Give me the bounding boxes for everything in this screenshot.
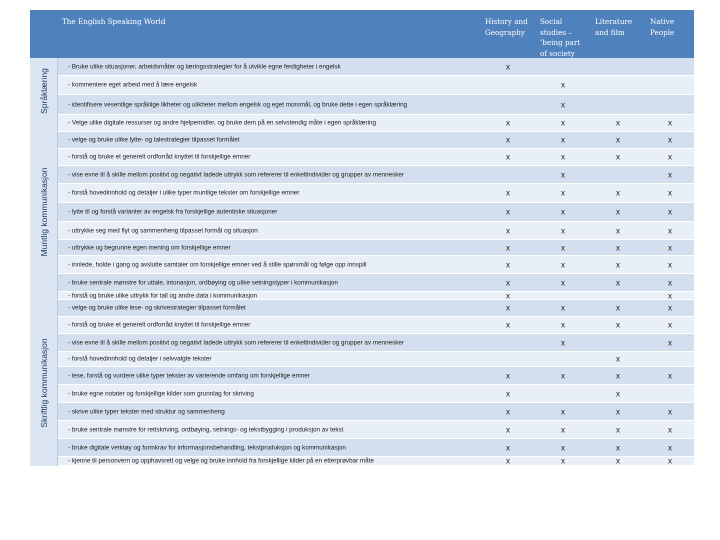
table-row	[58, 439, 694, 457]
subject-mark: x	[506, 456, 510, 466]
subject-mark: x	[616, 389, 620, 398]
subject-mark: x	[561, 118, 565, 128]
subject-mark: x	[506, 407, 510, 416]
competence-aim-text: - identifisere vesentlige språklige likheter og ulikheter mellom engelsk og eget morsmål, og bruke dette i egen språklæring	[68, 101, 408, 108]
table-row	[58, 149, 694, 166]
subject-mark: x	[561, 188, 565, 198]
table-row	[58, 317, 694, 334]
subject-mark: x	[506, 207, 510, 217]
subject-mark: x	[561, 407, 565, 416]
subject-mark: x	[506, 135, 510, 145]
subject-mark: x	[561, 371, 565, 380]
section-label-spraklaering: Språklæring	[38, 68, 49, 114]
subject-mark: x	[506, 188, 510, 198]
subject-mark: x	[506, 389, 510, 398]
subject-mark: x	[506, 260, 510, 269]
subject-mark: x	[668, 118, 672, 128]
table-title: The English Speaking World	[62, 17, 166, 26]
table-row	[58, 58, 694, 76]
subject-mark: x	[668, 152, 672, 162]
subject-mark: x	[506, 118, 510, 128]
competence-aim-text: - Velge ulike digitale ressurser og andre hjelpemidler, og bruke dem på en selvstendig måte i egen språklæring	[68, 119, 377, 127]
curriculum-grid	[30, 10, 694, 466]
subject-mark: x	[668, 135, 672, 145]
subject-mark: x	[668, 170, 672, 179]
table-row	[58, 421, 694, 439]
subject-mark: x	[616, 207, 620, 217]
table-row	[58, 352, 694, 367]
subject-mark: x	[616, 456, 620, 466]
subject-mark: x	[668, 303, 672, 313]
competence-aim-text: - innlede, holde i gang og avslutte samtaler om forskjellige emner ved å stille spørsmål og følge opp innspill	[68, 261, 367, 268]
subject-mark: x	[561, 226, 565, 235]
table-row	[58, 256, 694, 274]
table-row	[58, 95, 694, 115]
column-header-literature-film: Literature and film	[591, 10, 646, 58]
section-muntlig	[30, 124, 58, 300]
subject-mark: x	[561, 338, 565, 347]
competence-aim-text: - kommentere eget arbeid med å lære engelsk	[68, 81, 198, 89]
table-row	[58, 222, 694, 240]
subject-mark: x	[561, 80, 565, 90]
subject-mark: x	[561, 303, 565, 313]
competence-aim-text: - Bruke ulike situasjoner, arbeidsmåter og læringsstrategier for å utvikle egne ferdigheter i engelsk	[68, 63, 341, 70]
subject-mark: x	[616, 320, 620, 330]
subject-mark: x	[506, 62, 510, 71]
competence-aim-text: - bruke digitale verktøy og formkrav for informasjonsbehandling, tekstproduksjon og kommunikasjon	[68, 444, 346, 451]
subject-mark: x	[616, 118, 620, 128]
competence-aim-text: - forstå og bruke ulike uttrykk for tall og andre data i kommunikasjon	[68, 292, 257, 299]
subject-mark: x	[506, 152, 510, 162]
column-header-social-studies: Social studies – ’being part of society	[536, 10, 591, 58]
section-skriftlig	[30, 300, 58, 466]
subject-mark: x	[506, 278, 510, 287]
subject-mark: x	[668, 456, 672, 466]
table-row	[58, 132, 694, 149]
subject-mark: x	[561, 320, 565, 330]
subject-mark: x	[668, 443, 672, 452]
subject-mark: x	[668, 207, 672, 217]
subject-mark: x	[616, 425, 620, 434]
competence-aim-text: - kjenne til personvern og opphavsrett og velge og bruke innhold fra forskjellige kilder på en etterprøvbar måte	[68, 457, 374, 465]
table-row	[58, 240, 694, 256]
subject-mark: x	[616, 407, 620, 416]
subject-mark: x	[561, 243, 565, 252]
competence-aim-text: - forstå og bruke et generelt ordforråd knyttet til forskjellige emner	[68, 321, 251, 329]
subject-mark: x	[668, 260, 672, 269]
subject-mark: x	[616, 135, 620, 145]
subject-mark: x	[506, 320, 510, 330]
table-row	[58, 334, 694, 352]
subject-mark: x	[668, 338, 672, 347]
competence-aim-text: - forstå og bruke et generelt ordforråd knyttet til forskjellige emner	[68, 153, 251, 161]
subject-mark: x	[616, 278, 620, 287]
subject-mark: x	[506, 371, 510, 380]
table-row	[58, 292, 694, 300]
competence-aim-text: - skrive ulike typer tekster med struktur og sammenheng	[68, 408, 225, 415]
section-label-skriftlig-kommunikasjon: Skriftlig kommunikasjon	[38, 338, 49, 428]
subject-mark: x	[668, 278, 672, 287]
column-header-history-geography: History and Geography	[481, 10, 536, 58]
competence-aim-text: - vise evne til å skille mellom positivt og negativt ladede uttrykk som refererer til enkeltindivider og grupper av mennesker	[68, 339, 404, 346]
competence-aim-text: - velge og bruke ulike lytte- og talestrategier tilpasset formålet	[68, 136, 240, 144]
subject-mark: x	[506, 425, 510, 434]
subject-mark: x	[668, 371, 672, 380]
subject-mark: x	[616, 443, 620, 452]
column-header-native-people: Native People	[646, 10, 694, 58]
competence-aim-text: - lytte til og forstå varianter av engelsk fra forskjellige autentiske situasjoner	[68, 208, 278, 216]
subject-mark: x	[616, 260, 620, 269]
subject-mark: x	[668, 188, 672, 198]
section-sprak	[30, 58, 58, 124]
subject-mark: x	[561, 278, 565, 287]
header-corner	[30, 10, 58, 58]
subject-mark: x	[561, 170, 565, 179]
subject-mark: x	[616, 371, 620, 380]
table-row	[58, 457, 694, 466]
table-row	[58, 76, 694, 95]
subject-mark: x	[668, 407, 672, 416]
table-row	[58, 166, 694, 184]
subject-mark: x	[506, 226, 510, 235]
section-label-muntlig-kommunikasjon: Muntlig kommunikasjon	[38, 167, 49, 257]
subject-mark: x	[506, 291, 510, 300]
subject-mark: x	[561, 425, 565, 434]
subject-mark: x	[616, 188, 620, 198]
subject-mark: x	[616, 243, 620, 252]
competence-aim-text: - bruke sentrale mønstre for uttale, intonasjon, ordbøying og ulike setningstyper i kommunikasjon	[68, 279, 338, 286]
subject-mark: x	[616, 303, 620, 313]
competence-aim-text: - bruke sentrale mønstre for rettskriving, ordbøying, setnings- og tekstbygging i produksjon av tekst	[68, 426, 344, 433]
subject-mark: x	[616, 152, 620, 162]
subject-mark: x	[668, 226, 672, 235]
competence-aim-text: - lese, forstå og vurdere ulike typer tekster av varierende omfang om forskjellige emner	[68, 372, 310, 379]
competence-aim-text: - forstå hovedinnhold og detaljer i ulike typer muntlige tekster om forskjellige emner	[68, 189, 300, 197]
competence-aim-text: - velge og bruke ulike lese- og skrivestrategier tilpasset formålet	[68, 304, 246, 312]
subject-mark: x	[668, 291, 672, 300]
header-title-cell	[58, 10, 481, 58]
table-row	[58, 274, 694, 292]
subject-mark: x	[561, 207, 565, 217]
subject-mark: x	[561, 443, 565, 452]
competence-aim-text: - uttrykke seg med flyt og sammenheng tilpasset formål og situasjon	[68, 227, 258, 234]
subject-mark: x	[616, 226, 620, 235]
table-row	[58, 367, 694, 385]
subject-mark: x	[616, 354, 620, 364]
subject-mark: x	[506, 243, 510, 252]
subject-mark: x	[506, 443, 510, 452]
table-row	[58, 203, 694, 222]
table-row	[58, 385, 694, 403]
table-row	[58, 184, 694, 203]
competence-aim-text: - vise evne til å skille mellom positivt og negativt ladede uttrykk som refererer til enkeltindivider og grupper av mennesker	[68, 171, 404, 178]
competence-aim-text: - uttrykke og begrunne egen mening om forskjellige emner	[68, 244, 231, 251]
subject-mark: x	[668, 243, 672, 252]
subject-mark: x	[561, 456, 565, 466]
subject-mark: x	[506, 303, 510, 313]
subject-mark: x	[561, 135, 565, 145]
subject-mark: x	[668, 320, 672, 330]
subject-mark: x	[561, 152, 565, 162]
table-row	[58, 115, 694, 132]
subject-mark: x	[668, 425, 672, 434]
table-row	[58, 403, 694, 421]
table-row	[58, 300, 694, 317]
subject-mark: x	[561, 260, 565, 269]
competence-aim-text: - forstå hovedinnhold og detaljer i selvvalgte tekster	[68, 355, 212, 363]
subject-mark: x	[561, 100, 565, 109]
competence-aim-text: - bruke egne notater og forskjellige kilder som grunnlag for skriving	[68, 390, 254, 397]
